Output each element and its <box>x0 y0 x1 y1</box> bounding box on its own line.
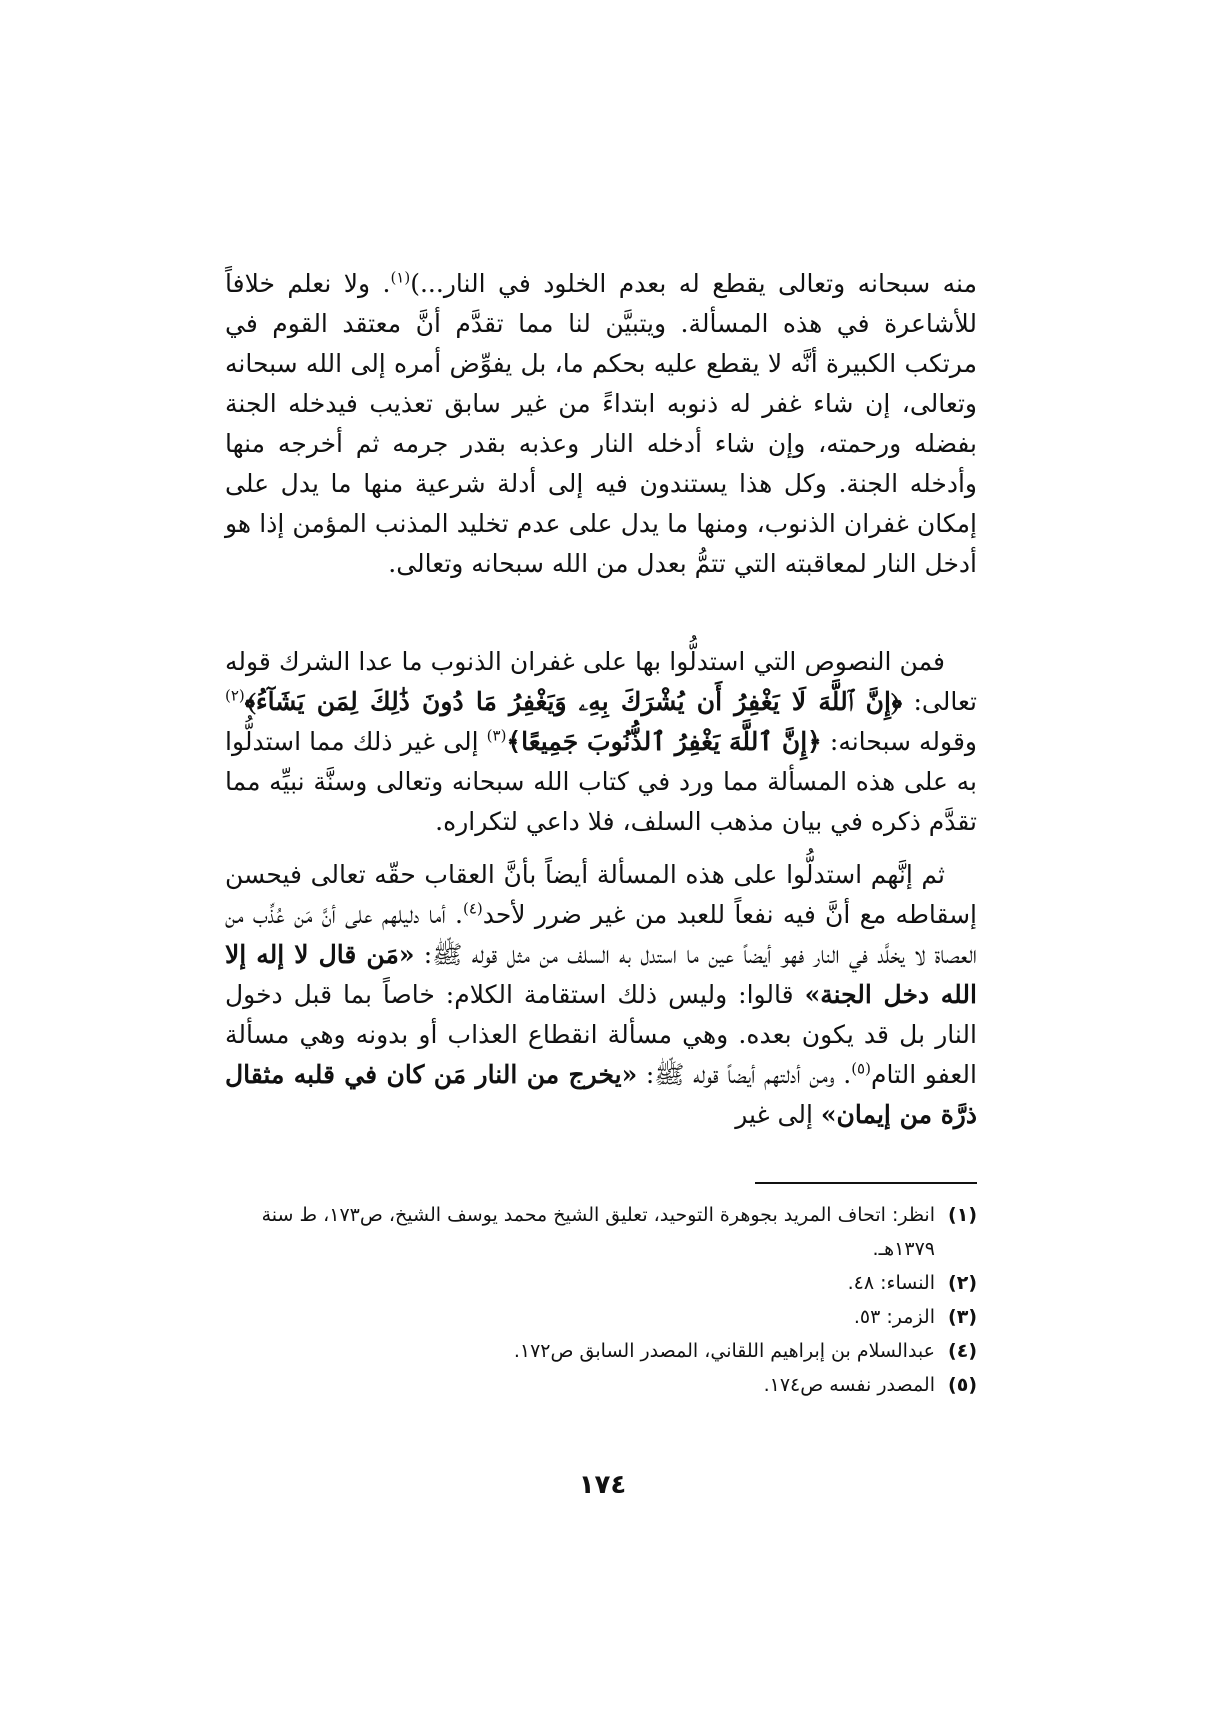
paragraph-1 <box>225 264 977 584</box>
paragraph-1-text-start: منه سبحانه وتعالى يقطع له بعدم الخلود في النار...) <box>410 269 977 298</box>
footnote-item-4 <box>225 1334 977 1368</box>
footnote-item-2 <box>225 1266 977 1300</box>
paragraph-3-text-end: إلى غير <box>735 1100 821 1129</box>
paragraph-2-text-end: إلى غير ذلك مما استدلُّوا به على هذه المسألة مما ورد في كتاب الله سبحانه وتعالى وسنَّة نبيِّه مما تقدَّم ذكره في بيان مذهب السلف، فلا داعي لتكراره. <box>225 727 977 836</box>
footnote-number: (١) <box>948 1204 977 1226</box>
footnote-number: (٥) <box>948 1374 977 1396</box>
paragraph-3-text-3: قالوا: وليس ذلك استقامة الكلام: خاصاً بما قبل دخول النار بل قد يكون بعده. وهي مسألة انقطاع العذاب أو بدونه وهي مسألة العفو التام <box>225 980 977 1089</box>
page-number: ١٧٤ <box>578 1470 627 1500</box>
quran-verse-2: ﴿إِنَّ ٱللَّهَ يَغْفِرُ ٱلذُّنُوبَ جَمِيعًا﴾ <box>506 727 822 756</box>
footnote-text: عبدالسلام بن إبراهيم اللقاني، المصدر السابق ص١٧٢. <box>513 1340 935 1362</box>
paragraph-2-text-start: فمن النصوص التي استدلُّوا بها على غفران الذنوب ما عدا الشرك قوله تعالى: <box>225 647 978 716</box>
paragraph-2 <box>225 642 977 842</box>
footnote-ref-2[interactable]: (٢) <box>225 686 245 705</box>
paragraph-3-text-4: . ومن أدلتهم أيضاً قوله ﷺ: <box>637 1060 852 1089</box>
footnote-ref-4[interactable]: (٤) <box>462 899 483 918</box>
quran-verse-1: ﴿إِنَّ ٱللَّهَ لَا يَغْفِرُ أَن يُشْرَكَ بِهِۦ وَيَغْفِرُ مَا دُونَ ذَٰلِكَ لِمَن يَشَآءُ﴾ <box>244 687 903 716</box>
footnote-item-3 <box>225 1300 977 1334</box>
footnote-text: النساء: ٤٨. <box>847 1272 935 1294</box>
paragraph-2-text-middle: وقوله سبحانه: <box>821 727 977 756</box>
paragraph-3 <box>225 855 977 1135</box>
footnote-text: المصدر نفسه ص١٧٤. <box>763 1374 935 1396</box>
footnotes <box>225 1198 977 1402</box>
footnote-number: (٤) <box>948 1340 977 1362</box>
footnote-item-1 <box>225 1198 977 1266</box>
footnote-ref-3[interactable]: (٣) <box>486 726 507 745</box>
hadith-quote-2: «يخرج من النار مَن كان في قلبه مثقال ذرَّة من إيمان» <box>225 1060 977 1129</box>
footnote-number: (٣) <box>948 1306 977 1328</box>
paragraph-3-text-2: . أما دليلهم على أنَّ مَن عُذِّب من العصاة لا يخلَّد في النار فهو أيضاً عين ما استدل به السلف من مثل قوله ﷺ: <box>225 900 977 969</box>
footnote-text: الزمر: ٥٣. <box>853 1306 935 1328</box>
hadith-quote-1: «مَن قال لا إله إلا الله دخل الجنة» <box>225 940 977 1009</box>
paragraph-3-text-start: ثم إنَّهم استدلُّوا على هذه المسألة أيضاً بأنَّ العقاب حقّه تعالى فيحسن إسقاطه مع أنَّ فيه نفعاً للعبد من غير ضرر لأحد <box>225 860 977 929</box>
footnote-ref-5[interactable]: (٥) <box>851 1059 871 1078</box>
paragraph-1-text-rest: . ولا نعلم خلافاً للأشاعرة في هذه المسألة. ويتبيَّن لنا مما تقدَّم أنَّ معتقد القوم في مرتكب الكبيرة أنَّه لا يقطع عليه بحكم ما، بل يفوِّض أمره إلى الله سبحانه وتعالى، إن شاء غفر له ذنوبه ابتداءً من غير سابق تعذيب فيدخله الجنة بفضله ورحمته، وإن شاء أدخله النار وعذبه بقدر جرمه ثم أخرجه منها وأدخله الجنة. وكل هذا يستندون فيه إلى أدلة شرعية منها ما يدل على إمكان غفران الذنوب، ومنها ما يدل على عدم تخليد المذنب المؤمن إذا هو أدخل النار لمعاقبته التي تتمُّ بعدل من الله سبحانه وتعالى. <box>225 269 977 578</box>
footnote-text: انظر: اتحاف المريد بجوهرة التوحيد، تعليق الشيخ محمد يوسف الشيخ، ص١٧٣، ط سنة ١٣٧٩هـ. <box>261 1204 935 1260</box>
footnote-divider <box>755 1182 977 1184</box>
footnote-ref-1[interactable]: (١) <box>390 268 411 287</box>
footnote-number: (٢) <box>948 1272 977 1294</box>
footnote-item-5 <box>225 1368 977 1402</box>
